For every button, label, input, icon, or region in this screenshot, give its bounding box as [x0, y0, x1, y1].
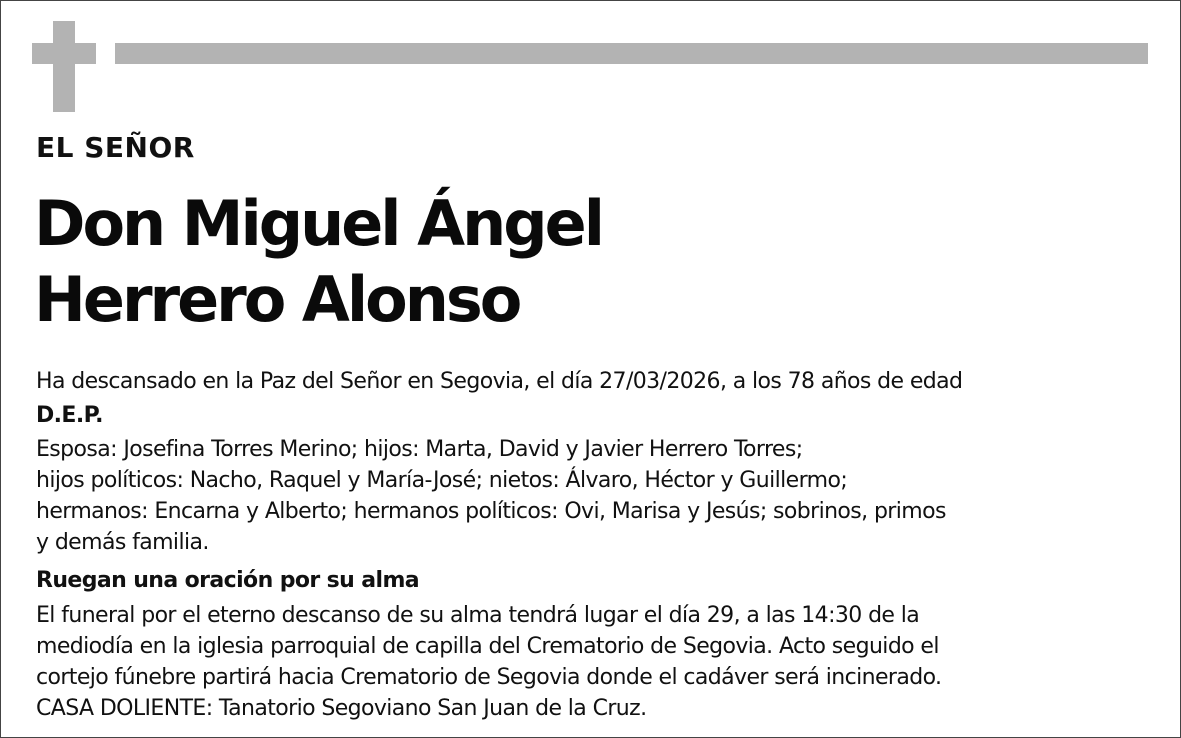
- family-line: y demás familia.: [36, 530, 209, 555]
- rest-statement-text: Ha descansado en la Paz del Señor en Segovia, el día 27/03/2026, a los 78 años de edad: [36, 369, 963, 394]
- prayer-request-text: Ruegan una oración por su alma: [36, 568, 420, 593]
- family-list: [36, 434, 1156, 558]
- deceased-name: [34, 186, 602, 338]
- funeral-line: El funeral por el eterno descanso de su alma tendrá lugar el día 29, a las 14:30 de la: [36, 603, 920, 628]
- honorific-title: EL SEÑOR: [36, 131, 195, 164]
- funeral-details: [36, 600, 1156, 724]
- funeral-line: CASA DOLIENTE: Tanatorio Segoviano San Juan de la Cruz.: [36, 696, 647, 721]
- cross-horizontal-beam: [32, 43, 96, 64]
- family-line: hermanos: Encarna y Alberto; hermanos políticos: Ovi, Marisa y Jesús; sobrinos, primos: [36, 499, 946, 524]
- cross-vertical-beam: [53, 21, 75, 112]
- family-line: Esposa: Josefina Torres Merino; hijos: Marta, David y Javier Herrero Torres;: [36, 437, 803, 462]
- family-line: hijos políticos: Nacho, Raquel y María-José; nietos: Álvaro, Héctor y Guillermo;: [36, 468, 848, 493]
- rest-statement: [36, 366, 1156, 397]
- funeral-line: cortejo fúnebre partirá hacia Crematorio de Segovia donde el cadáver será incinerado.: [36, 665, 942, 690]
- dep-text: D.E.P.: [36, 403, 103, 428]
- deceased-name-line-2: Herrero Alonso: [34, 263, 520, 336]
- dep-line: [36, 400, 1156, 431]
- deceased-name-line-1: Don Miguel Ángel: [34, 187, 602, 260]
- prayer-request: [36, 565, 1156, 596]
- decorative-bar: [115, 43, 1148, 64]
- funeral-line: mediodía en la iglesia parroquial de capilla del Crematorio de Segovia. Acto seguido el: [36, 634, 939, 659]
